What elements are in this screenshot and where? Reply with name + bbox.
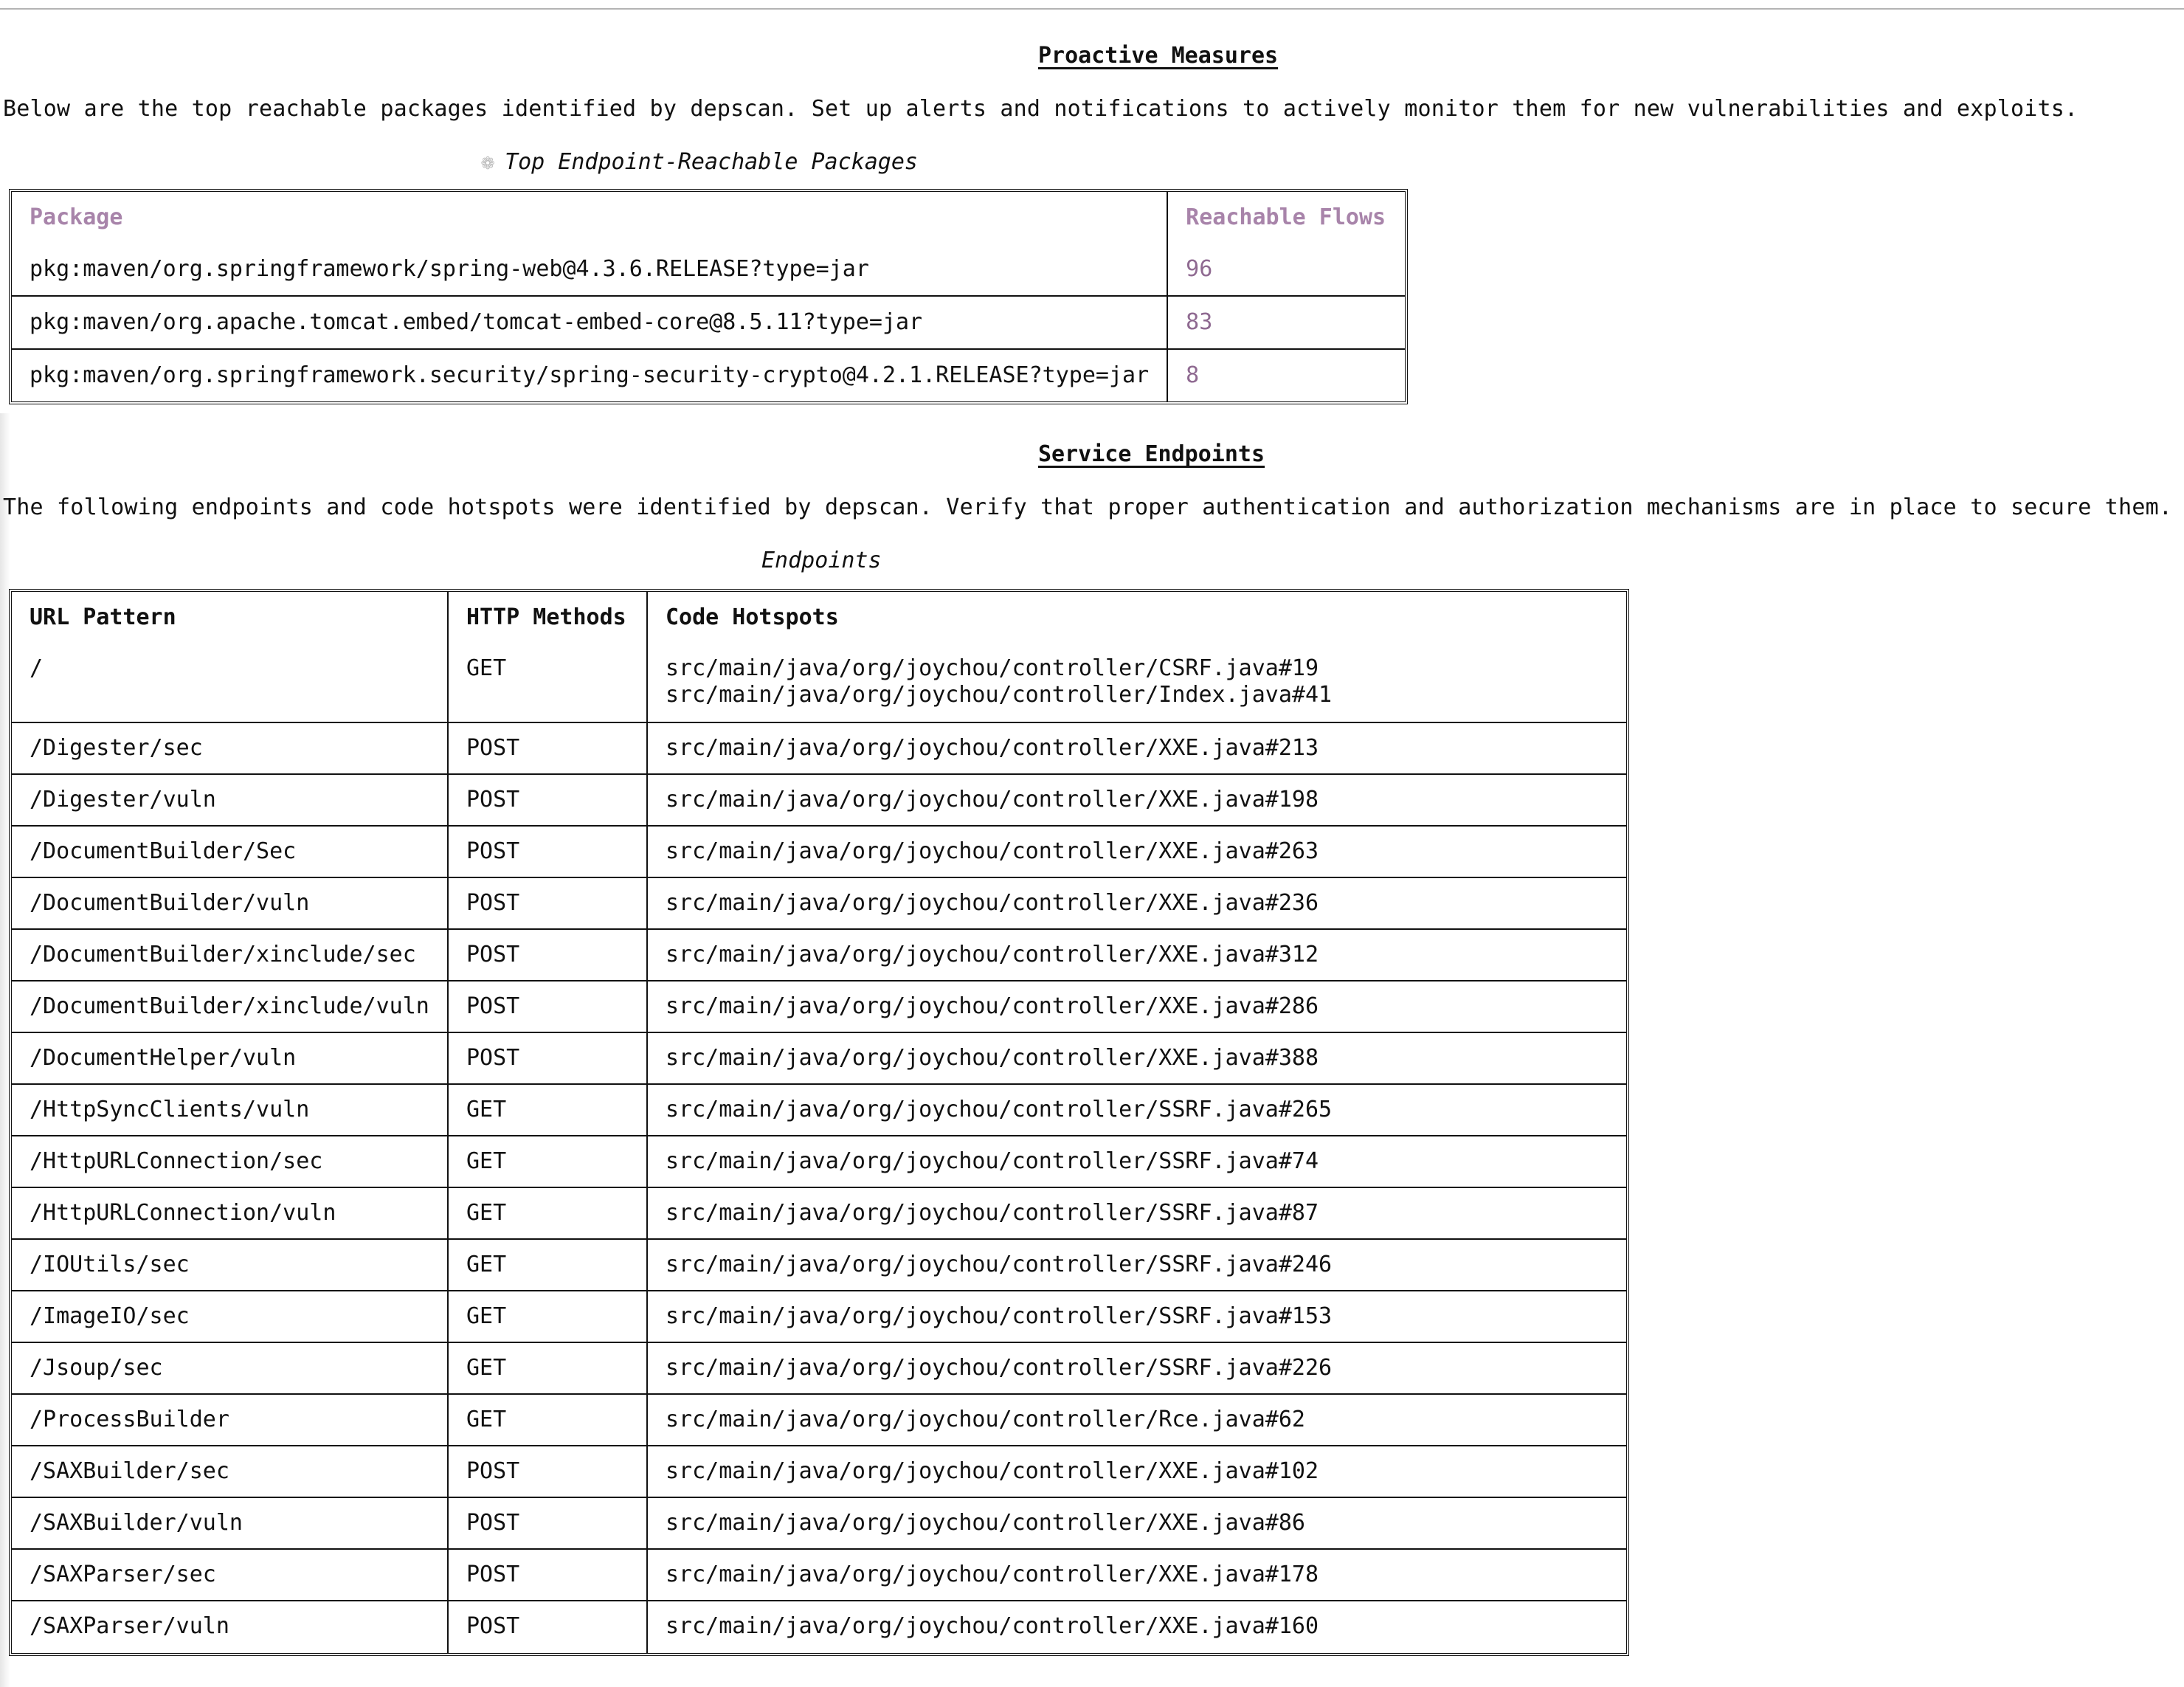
code-hotspot: src/main/java/org/joychou/controller/SSRF.java#246 <box>666 1252 1333 1277</box>
proactive-description: Below are the top reachable packages identified by depscan. Set up alerts and notifications to actively monitor them for new vulnerabilities and exploits. <box>3 96 2078 122</box>
code-hotspot: src/main/java/org/joychou/controller/Index.java#41 <box>666 682 1333 708</box>
http-method-cell: POST <box>449 982 648 1033</box>
table-row <box>12 1446 1626 1498</box>
http-method-cell: GET <box>449 1291 648 1343</box>
column-header-url-pattern: URL Pattern <box>12 592 449 644</box>
url-pattern-cell: /HttpURLConnection/sec <box>12 1136 449 1188</box>
table-row <box>12 1498 1626 1550</box>
table-row <box>12 1033 1626 1085</box>
endpoints-caption: Endpoints <box>761 548 882 573</box>
service-endpoints-heading: Service Endpoints <box>1038 441 1265 467</box>
table-row <box>12 1601 1626 1653</box>
code-hotspot: src/main/java/org/joychou/controller/XXE.java#263 <box>666 838 1319 864</box>
http-method-cell: POST <box>449 775 648 827</box>
code-hotspots-cell <box>648 878 1626 930</box>
flows-cell: 8 <box>1186 362 1200 388</box>
code-hotspot: src/main/java/org/joychou/controller/SSRF.java#74 <box>666 1148 1319 1174</box>
http-method-cell: POST <box>449 878 648 930</box>
package-cell: pkg:maven/org.springframework.security/spring-security-crypto@4.2.1.RELEASE?type=jar <box>12 350 1168 401</box>
table-header-row <box>12 592 1626 644</box>
url-pattern-cell: /HttpURLConnection/vuln <box>12 1188 449 1240</box>
http-method-cell: GET <box>449 1188 648 1240</box>
code-hotspot: src/main/java/org/joychou/controller/XXE.java#312 <box>666 942 1319 967</box>
table-row <box>12 723 1626 775</box>
package-cell: pkg:maven/org.springframework/spring-web@4.3.6.RELEASE?type=jar <box>12 244 1168 297</box>
code-hotspot: src/main/java/org/joychou/controller/Rce.java#62 <box>666 1407 1305 1432</box>
code-hotspot: src/main/java/org/joychou/controller/XXE.java#213 <box>666 735 1319 761</box>
http-method-cell: GET <box>449 1136 648 1188</box>
code-hotspot: src/main/java/org/joychou/controller/SSRF.java#87 <box>666 1200 1319 1226</box>
code-hotspots-cell <box>648 930 1626 982</box>
http-method-cell: POST <box>449 1550 648 1601</box>
code-hotspots-cell <box>648 1085 1626 1136</box>
code-hotspot: src/main/java/org/joychou/controller/XXE.java#178 <box>666 1562 1319 1587</box>
gear-icon: ❁ <box>481 149 495 175</box>
service-description: The following endpoints and code hotspots were identified by depscan. Verify that proper authentication and authorization mechanisms are in place to secure them. <box>3 494 2173 520</box>
url-pattern-cell: / <box>12 644 449 723</box>
table-row <box>12 1188 1626 1240</box>
code-hotspots-cell <box>648 1550 1626 1601</box>
http-method-cell: POST <box>449 1601 648 1653</box>
code-hotspots-cell <box>648 827 1626 878</box>
code-hotspot: src/main/java/org/joychou/controller/CSRF.java#19 <box>666 655 1319 681</box>
code-hotspot: src/main/java/org/joychou/controller/XXE.java#198 <box>666 787 1319 813</box>
http-method-cell: GET <box>449 644 648 723</box>
table-row <box>12 930 1626 982</box>
flows-cell: 83 <box>1168 297 1405 350</box>
table-row <box>12 775 1626 827</box>
code-hotspot: src/main/java/org/joychou/controller/SSRF.java#265 <box>666 1097 1333 1122</box>
table-row <box>12 1291 1626 1343</box>
code-hotspot: src/main/java/org/joychou/controller/XXE.java#388 <box>666 1045 1319 1071</box>
url-pattern-cell: /Digester/vuln <box>12 775 449 827</box>
table-row <box>12 982 1626 1033</box>
http-method-cell: GET <box>449 1395 648 1446</box>
http-method-cell: GET <box>449 1343 648 1395</box>
flows-cell: 96 <box>1168 244 1405 297</box>
url-pattern-cell: /HttpSyncClients/vuln <box>12 1085 449 1136</box>
url-pattern-cell: /IOUtils/sec <box>12 1240 449 1291</box>
table-row <box>12 1550 1626 1601</box>
url-pattern-cell: /ImageIO/sec <box>12 1291 449 1343</box>
table-row <box>12 1136 1626 1188</box>
code-hotspot: src/main/java/org/joychou/controller/XXE.java#160 <box>666 1613 1319 1639</box>
code-hotspots-cell <box>648 775 1626 827</box>
table-row <box>12 1343 1626 1395</box>
code-hotspots-cell <box>648 1136 1626 1188</box>
url-pattern-cell: /SAXParser/vuln <box>12 1601 449 1653</box>
endpoints-table <box>9 589 1629 1656</box>
code-hotspot: src/main/java/org/joychou/controller/XXE.java#102 <box>666 1458 1319 1484</box>
packages-caption-text: Top Endpoint-Reachable Packages <box>505 149 918 175</box>
http-method-cell: POST <box>449 723 648 775</box>
http-method-cell: POST <box>449 1498 648 1550</box>
url-pattern-cell: /SAXBuilder/sec <box>12 1446 449 1498</box>
http-method-cell: POST <box>449 1033 648 1085</box>
code-hotspots-cell <box>648 1446 1626 1498</box>
code-hotspots-cell <box>648 644 1626 723</box>
url-pattern-cell: /Digester/sec <box>12 723 449 775</box>
code-hotspots-cell <box>648 1601 1626 1653</box>
table-row <box>12 644 1626 723</box>
table-row <box>12 297 1405 350</box>
code-hotspot: src/main/java/org/joychou/controller/SSRF.java#153 <box>666 1303 1333 1329</box>
code-hotspots-cell <box>648 1240 1626 1291</box>
code-hotspots-cell <box>648 982 1626 1033</box>
table-row <box>12 1395 1626 1446</box>
url-pattern-cell: /SAXParser/sec <box>12 1550 449 1601</box>
http-method-cell: POST <box>449 930 648 982</box>
code-hotspots-cell <box>648 1395 1626 1446</box>
package-cell: pkg:maven/org.apache.tomcat.embed/tomcat-embed-core@8.5.11?type=jar <box>12 297 1168 350</box>
code-hotspots-cell <box>648 1033 1626 1085</box>
url-pattern-cell: /DocumentBuilder/xinclude/sec <box>12 930 449 982</box>
url-pattern-cell: /ProcessBuilder <box>12 1395 449 1446</box>
table-header-row <box>12 192 1405 244</box>
url-pattern-cell: /Jsoup/sec <box>12 1343 449 1395</box>
reachable-packages-table <box>9 189 1408 404</box>
http-method-cell: GET <box>449 1085 648 1136</box>
code-hotspots-cell <box>648 1343 1626 1395</box>
url-pattern-cell: /SAXBuilder/vuln <box>12 1498 449 1550</box>
table-row <box>12 878 1626 930</box>
url-pattern-cell: /DocumentHelper/vuln <box>12 1033 449 1085</box>
code-hotspots-cell <box>648 1498 1626 1550</box>
column-header-package: Package <box>12 192 1168 244</box>
top-border <box>0 0 2184 10</box>
http-method-cell: POST <box>449 827 648 878</box>
url-pattern-cell: /DocumentBuilder/vuln <box>12 878 449 930</box>
http-method-cell: GET <box>449 1240 648 1291</box>
packages-caption <box>481 149 918 175</box>
url-pattern-cell: /DocumentBuilder/xinclude/vuln <box>12 982 449 1033</box>
code-hotspots-cell <box>648 1291 1626 1343</box>
code-hotspot: src/main/java/org/joychou/controller/XXE.java#286 <box>666 993 1319 1019</box>
column-header-code-hotspots: Code Hotspots <box>666 604 839 630</box>
column-header-reachable-flows: Reachable Flows <box>1186 204 1386 230</box>
table-row <box>12 1085 1626 1136</box>
code-hotspot: src/main/java/org/joychou/controller/XXE.java#86 <box>666 1510 1305 1536</box>
http-method-cell: POST <box>449 1446 648 1498</box>
column-header-http-methods: HTTP Methods <box>449 592 648 644</box>
table-row <box>12 1240 1626 1291</box>
table-row <box>12 827 1626 878</box>
table-row <box>12 244 1405 297</box>
code-hotspot: src/main/java/org/joychou/controller/XXE.java#236 <box>666 890 1319 916</box>
code-hotspot: src/main/java/org/joychou/controller/SSRF.java#226 <box>666 1355 1333 1381</box>
table-row <box>12 350 1405 401</box>
code-hotspots-cell <box>648 1188 1626 1240</box>
url-pattern-cell: /DocumentBuilder/Sec <box>12 827 449 878</box>
code-hotspots-cell <box>648 723 1626 775</box>
proactive-measures-heading: Proactive Measures <box>1038 43 1279 69</box>
